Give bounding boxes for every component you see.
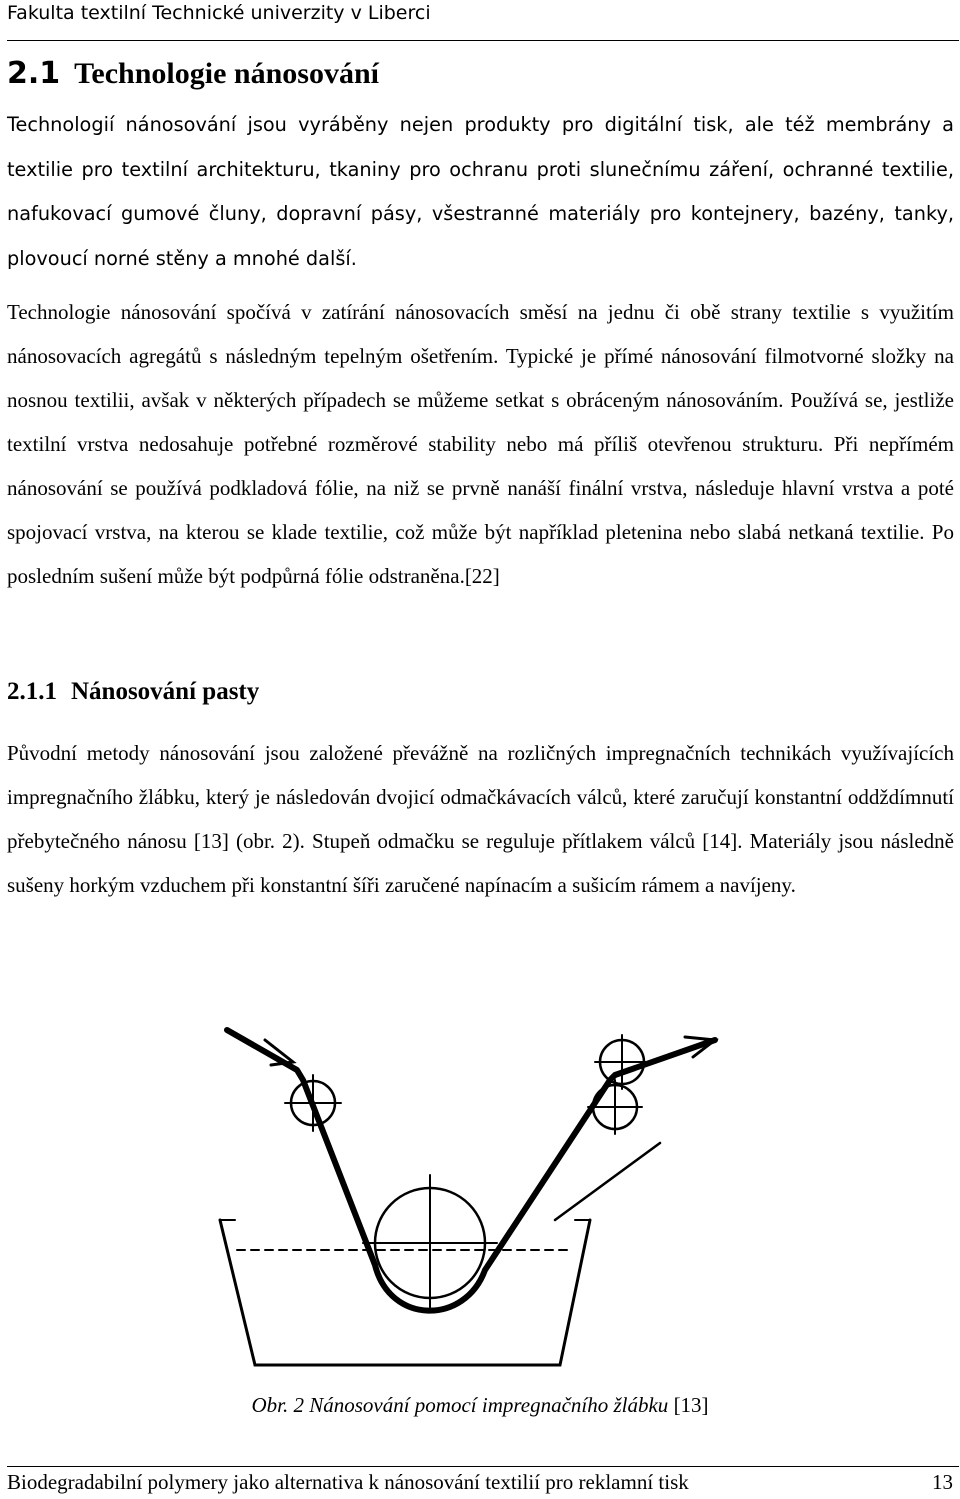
footer-text: Biodegradabilní polymery jako alternativa k nánosování textilií pro reklamní tisk <box>7 1470 689 1494</box>
figure-caption-ref: [13] <box>673 1393 709 1417</box>
header-text: Fakulta textilní Technické univerzity v Liberci <box>7 2 431 24</box>
subsection-heading <box>7 674 259 710</box>
impregnation-trough-diagram <box>215 1025 795 1385</box>
page-number: 13 <box>932 1470 953 1494</box>
section-title: Technologie nánosování <box>74 57 379 90</box>
squeeze-roller-top <box>595 1035 649 1089</box>
subsection-number: 2.1.1 <box>7 678 57 705</box>
figure-caption <box>0 1393 960 1418</box>
guide-roller-left <box>285 1075 341 1131</box>
figure-caption-text: Obr. 2 Nánosování pomocí impregnačního žlábku <box>251 1393 669 1417</box>
subsection-title: Nánosování pasty <box>71 678 260 705</box>
page-footer <box>7 1466 959 1494</box>
drip-scraper <box>555 1143 660 1220</box>
subsection-paragraph: Původní metody nánosování jsou založené převážně na rozličných impregnačních technikách využívajících impregnačního žlábku, který je následován dvojicí odmačkávacích válců, které zaručují konstantní oddždímnutí přebytečného nánosu [13] (obr. 2). Stupeň odmačku se reguluje přítlakem válců [14]. Materiály jsou následně sušeny horkým vzduchem při konstantní šíři zaručené napínacím a sušicím rámem a navíjeny. <box>7 741 954 897</box>
page-header <box>7 0 959 41</box>
section-heading <box>7 56 379 92</box>
section-paragraph-1: Technologií nánosování jsou vyráběny nejen produkty pro digitální tisk, ale též membrány a textilie pro textilní architekturu, tkaniny pro ochranu proti slunečnímu záření, ochranné textilie, nafukovací gumové čluny, dopravní pásy, všestranné materiály pro kontejnery, bazény, tanky, plovoucí norné stěny a mnohé další. <box>7 113 954 270</box>
section-number: 2.1 <box>7 56 61 91</box>
squeeze-roller-bottom <box>588 1080 642 1134</box>
section-paragraph-2: Technologie nánosování spočívá v zatírání nánosovacích směsí na jednu či obě strany textilie s využitím nánosovacích agregátů s následným tepelným ošetřením. Typické je přímé nánosování filmotvorné složky na nosnou textilii, avšak v některých případech se můžeme setkat s obráceným nánosováním. Používá se, jestliže textilní vrstva nedosahuje potřebné rozměrové stability nebo má příliš otevřenou strukturu. Při nepřímém nánosování se používá podkladová fólie, na niž se prvně nanáší finální vrstva, následuje hlavní vrstva a poté spojovací vrstva, na kterou se klade textilie, což může být například pletenina nebo slabá netkaná textilie. Po posledním sušení může být podpůrná fólie odstraněna.[22] <box>7 300 954 588</box>
